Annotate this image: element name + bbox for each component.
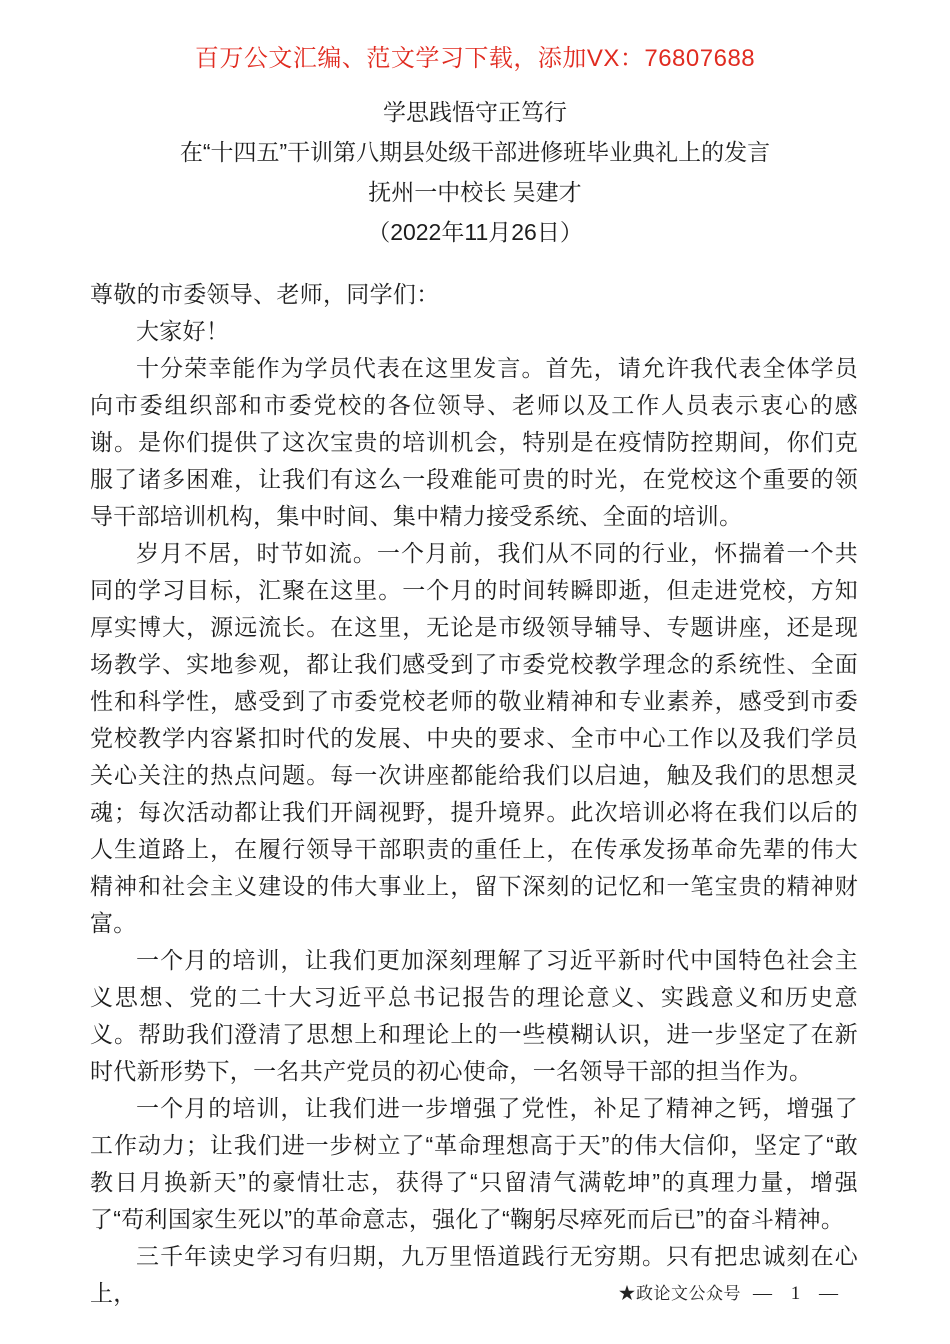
document-subtitle: 在“十四五”干训第八期县处级干部进修班毕业典礼上的发言 — [179, 139, 771, 165]
page-number: — 1 — — [753, 1283, 838, 1304]
ad-banner-text: 百万公文汇编、范文学习下载，添加VX：76807688 — [194, 45, 756, 72]
speaker-line: 抚州一中校长 吴建才 — [368, 179, 582, 205]
document-title: 学思践悟守正笃行 — [383, 99, 567, 125]
paragraph-closing-partial: 三千年读史学习有归期，九万里悟道践行无穷期。只有把忠诚刻在心上， — [90, 1243, 858, 1306]
paragraph-theory-gains: 一个月的培训，让我们更加深刻理解了习近平新时代中国特色社会主义思想、党的二十大习近平总书记报告的理论意义、实践意义和历史意义。帮助我们澄清了思想上和理论上的一些模糊认识，进一步坚定了在新时代新形势下，一名共产党员的初心使命，一名领导干部的担当作为。 — [90, 947, 858, 1084]
page-footer — [619, 1283, 839, 1305]
paragraph-training-review: 岁月不居，时节如流。一个月前，我们从不同的行业，怀揣着一个共同的学习目标，汇聚在这里。一个月的时间转瞬即逝，但走进党校，方知厚实博大，源远流长。在这里，无论是市级领导辅导、专题讲座，还是现场教学、实地参观，都让我们感受到了市委党校教学理念的系统性、全面性和科学性，感受到了市委党校老师的敬业精神和专业素养，感受到市委党校教学内容紧扣时代的发展、中央的要求、全市中心工作以及我们学员关心关注的热点问题。每一次讲座都能给我们以启迪，触及我们的思想灵魂；每次活动都让我们开阔视野，提升境界。此次培训必将在我们以后的人生道路上，在履行领导干部职责的重任上，在传承发扬革命先辈的伟大精神和社会主义建设的伟大事业上，留下深刻的记忆和一笔宝贵的精神财富。 — [90, 540, 858, 936]
paragraph-spirit-gains: 一个月的培训，让我们进一步增强了党性，补足了精神之钙，增强了工作动力；让我们进一步树立了“革命理想高于天”的伟大信仰，坚定了“敢教日月换新天”的豪情壮志，获得了“只留清气满乾坤”的真理力量，增强了“苟利国家生死以”的革命意志，强化了“鞠躬尽瘁死而后已”的奋斗精神。 — [90, 1095, 858, 1232]
paragraph-thanks: 十分荣幸能作为学员代表在这里发言。首先，请允许我代表全体学员向市委组织部和市委党校的各位领导、老师以及工作人员表示衷心的感谢。是你们提供了这次宝贵的培训机会，特别是在疫情防控期间，你们克服了诸多困难，让我们有这么一段难能可贵的时光，在党校这个重要的领导干部培训机构，集中时间、集中精力接受系统、全面的培训。 — [90, 355, 858, 529]
title-block — [0, 92, 950, 252]
date-line: （2022年11月26日） — [367, 219, 583, 245]
paragraph-greeting: 大家好！ — [136, 318, 230, 344]
body-text — [90, 276, 858, 1312]
footer-brand: ★政论文公众号 — [618, 1284, 741, 1303]
salutation: 尊敬的市委领导、老师，同学们： — [90, 281, 440, 307]
